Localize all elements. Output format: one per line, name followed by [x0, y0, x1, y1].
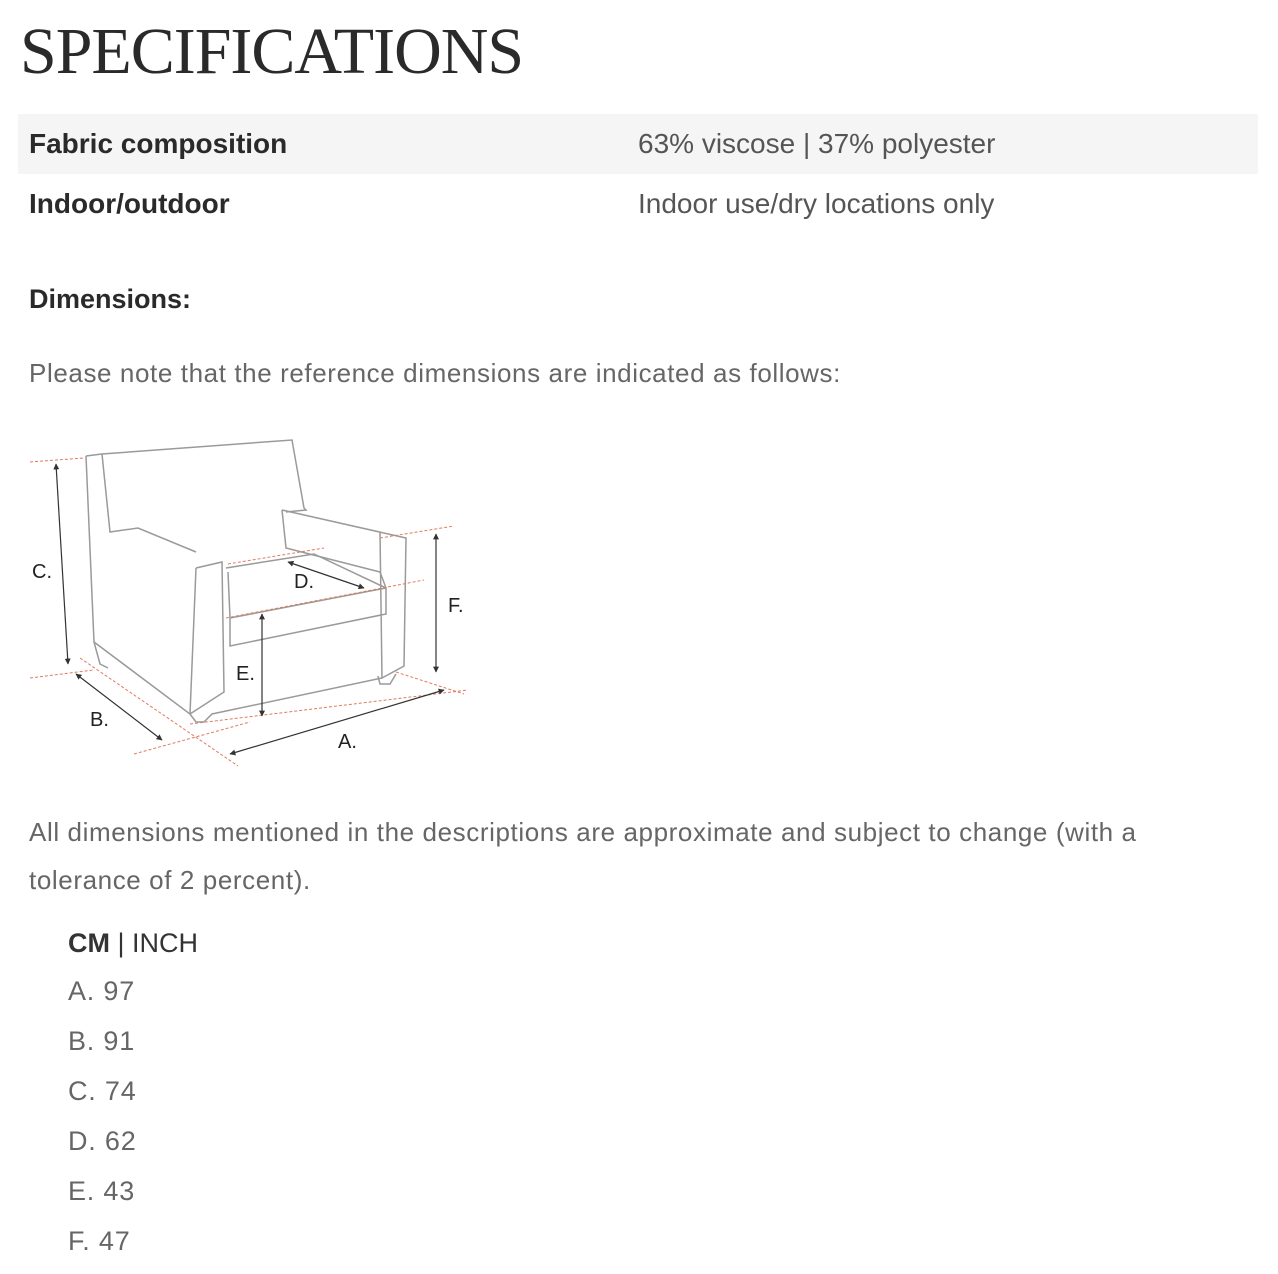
spec-value: Indoor use/dry locations only	[638, 188, 995, 219]
spec-value: 63% viscose | 37% polyester	[638, 128, 996, 159]
dimension-list	[68, 968, 137, 1268]
dimension-item-b: B. 91	[68, 1026, 136, 1056]
diagram-label-a: A.	[338, 731, 357, 753]
spec-row-fabric	[18, 114, 1258, 174]
dimension-item-c: C. 74	[68, 1076, 137, 1106]
dimensions-heading: Dimensions:	[29, 284, 192, 314]
dimensions-note: Please note that the reference dimensions are indicated as follows:	[29, 358, 841, 388]
unit-inch-option[interactable]: INCH	[132, 928, 199, 958]
spec-table	[18, 114, 1258, 234]
spec-label: Indoor/outdoor	[29, 188, 230, 219]
unit-toggle	[68, 928, 198, 959]
dimension-item-f: F. 47	[68, 1226, 131, 1256]
spec-row-indoor-outdoor	[18, 174, 1258, 234]
unit-separator: |	[117, 928, 125, 958]
page-title: SPECIFICATIONS	[20, 15, 524, 88]
diagram-label-f: F.	[448, 595, 464, 617]
diagram-label-b: B.	[90, 709, 109, 731]
diagram-label-e: E.	[236, 663, 255, 685]
diagram-label-c: C.	[32, 561, 52, 583]
diagram-label-d: D.	[294, 571, 314, 593]
armchair-dimension-diagram	[24, 432, 474, 772]
dimension-item-d: D. 62	[68, 1126, 137, 1156]
spec-label: Fabric composition	[29, 128, 288, 159]
dimension-item-a: A. 97	[68, 976, 136, 1006]
dimension-item-e: E. 43	[68, 1176, 136, 1206]
unit-cm-option[interactable]: CM	[68, 928, 110, 958]
dimensions-disclaimer: All dimensions mentioned in the descriptions are approximate and subject to change (with a tolerance of 2 percent).	[29, 817, 1137, 895]
